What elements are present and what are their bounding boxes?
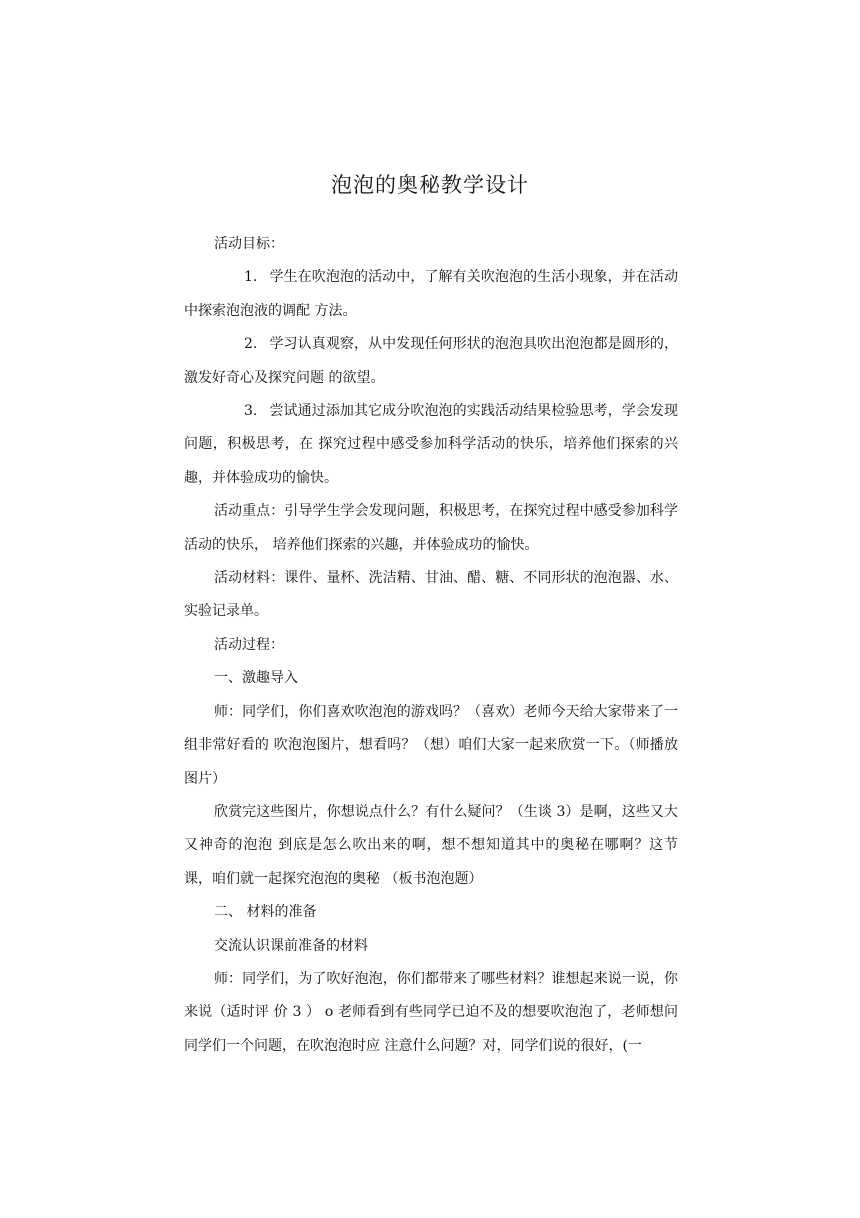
section-heading-intro: 一、激趣导入 xyxy=(214,670,298,687)
section-heading-materials: 二、 材料的准备 xyxy=(214,904,317,921)
goal-text: 学生在吹泡泡的活动中，了解有关吹泡泡的生活小现象，并在活动中探索泡泡液的调配 方法。 xyxy=(184,269,678,319)
section-heading-process: 活动过程： xyxy=(214,636,284,653)
document-body xyxy=(184,228,678,1063)
materials-discussion-paragraph: 师：同学们，为了吹好泡泡，你们都带来了哪些材料？谁想起来说一说，你来说（适时评 价 3 ） o 老师看到有些同学已迫不及的想要吹泡泡了，老师想问同学们一个问题，在吹泡泡时应 注意什么问题？对，同学们说的很好，(一 xyxy=(184,970,678,1054)
goal-text: 学习认真观察，从中发现任何形状的泡泡具吹出泡泡都是圆形的，激发好奇心及探究问题 的欲望。 xyxy=(184,336,678,386)
intro-paragraph-2: 欣赏完这些图片，你想说点什么？有什么疑问？（生谈 3）是啊，这些又大又神奇的泡泡 到底是怎么吹出来的啊，想不想知道其中的奥秘在哪啊？这节课，咱们就一起探究泡泡的奥秘 （板书泡泡题） xyxy=(184,803,678,887)
goal-text: 尝试通过添加其它成分吹泡泡的实践活动结果检验思考，学会发现问题，积极思考，在 探究过程中感受参加科学活动的快乐，培养他们探索的兴趣，并体验成功的愉快。 xyxy=(184,403,678,486)
subheading-materials: 交流认识课前准备的材料 xyxy=(214,937,368,954)
document-title: 泡泡的奥秘教学设计 xyxy=(331,173,529,197)
goal-item-2 xyxy=(184,328,678,395)
key-points-paragraph: 活动重点：引导学生学会发现问题，积极思考，在探究过程中感受参加科学活动的快乐， 培养他们探索的兴趣，并体验成功的愉快。 xyxy=(184,503,678,553)
materials-paragraph: 活动材料：课件、量杯、洗洁精、甘油、醋、糖、不同形状的泡泡器、水、实验记录单。 xyxy=(184,570,678,620)
goal-number: 1. xyxy=(244,269,258,286)
goal-item-1 xyxy=(184,261,678,328)
section-heading-goals: 活动目标： xyxy=(214,236,284,252)
goal-number: 2. xyxy=(244,336,258,353)
goal-number: 3. xyxy=(244,403,258,420)
goal-item-3 xyxy=(184,395,678,495)
intro-paragraph-1: 师：同学们，你们喜欢吹泡泡的游戏吗？（喜欢）老师今天给大家带来了一组非常好看的 吹泡泡图片，想看吗？（想）咱们大家一起来欣赏一下。（师播放图片） xyxy=(184,703,678,787)
